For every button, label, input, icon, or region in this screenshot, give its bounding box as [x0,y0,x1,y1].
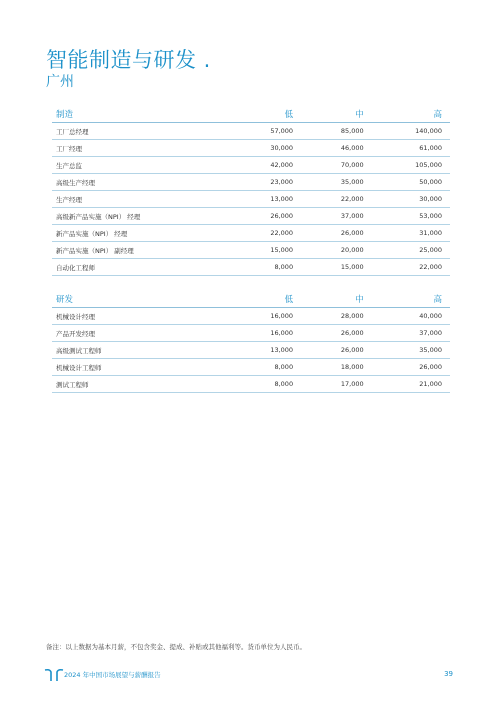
cell-mid: 18,000 [340,363,364,371]
rnd-table [52,290,450,393]
cell-role: 机械设计经理 [56,312,95,321]
table-row [52,325,450,342]
cell-low: 57,000 [270,127,294,135]
cell-high: 21,000 [419,380,442,388]
header-category: 研发 [56,294,74,305]
cell-mid: 70,000 [340,161,364,169]
cell-low: 30,000 [270,144,294,152]
table-row [52,208,450,225]
cell-high: 31,000 [419,229,442,237]
table-row [52,157,450,174]
table-row [52,242,450,259]
table-row [52,225,450,242]
cell-mid: 26,000 [340,229,364,237]
table-header [52,105,450,123]
table-row [52,123,450,140]
table-row [52,376,450,393]
cell-mid: 20,000 [340,246,364,254]
table-row [52,174,450,191]
cell-high: 26,000 [419,363,442,371]
cell-high: 30,000 [419,195,442,203]
cell-high: 25,000 [419,246,442,254]
cell-role: 工厂总经理 [56,127,89,136]
cell-mid: 46,000 [340,144,364,152]
header-low: 低 [284,294,294,305]
cell-role: 新产品实施（NPI） 副经理 [56,246,134,255]
page-title: 智能制造与研发 . [46,48,211,72]
cell-low: 15,000 [270,246,294,254]
header-low: 低 [284,109,294,120]
cell-mid: 28,000 [340,312,364,320]
cell-high: 35,000 [419,346,442,354]
cell-high: 22,000 [419,263,442,271]
table-row [52,308,450,325]
cell-low: 13,000 [270,346,294,354]
cell-mid: 35,000 [340,178,364,186]
header-high: 高 [433,294,442,305]
cell-role: 高级新产品实施（NPI） 经理 [56,212,141,221]
cell-high: 140,000 [415,127,442,135]
cell-role: 高级生产经理 [56,178,95,187]
table-row [52,342,450,359]
cell-role: 自动化工程师 [56,263,95,272]
cell-low: 42,000 [270,161,294,169]
cell-low: 8,000 [274,363,294,371]
cell-high: 40,000 [419,312,442,320]
cell-high: 53,000 [419,212,442,220]
cell-low: 8,000 [274,263,294,271]
cell-mid: 85,000 [340,127,364,135]
cell-role: 生产总监 [56,161,82,170]
cell-low: 13,000 [270,195,294,203]
cell-mid: 26,000 [340,346,364,354]
header-mid: 中 [355,109,364,120]
cell-role: 新产品实施（NPI） 经理 [56,229,128,238]
table-header [52,290,450,308]
cell-role: 高级测试工程师 [56,346,102,355]
cell-high: 61,000 [419,144,442,152]
table-row [52,359,450,376]
page-subtitle: 广州 [46,74,74,90]
header-category: 制造 [56,109,74,120]
cell-low: 8,000 [274,380,294,388]
cell-mid: 15,000 [340,263,364,271]
cell-role: 产品开发经理 [56,329,95,338]
cell-role: 生产经理 [56,195,82,204]
cell-role: 测试工程师 [56,380,89,389]
cell-role: 工厂经理 [56,144,82,153]
cell-low: 22,000 [270,229,294,237]
cell-high: 105,000 [415,161,442,169]
cell-low: 16,000 [270,329,294,337]
cell-mid: 26,000 [340,329,364,337]
cell-mid: 37,000 [340,212,364,220]
cell-role: 机械设计工程师 [56,363,102,372]
table-row [52,259,450,276]
header-high: 高 [433,109,442,120]
page-number: 39 [444,670,453,678]
table-row [52,191,450,208]
table-row [52,140,450,157]
cell-mid: 22,000 [340,195,364,203]
footnote: 备注：以上数据为基本月薪，不包含奖金、提成、补贴或其他福利等。货币单位为人民币。 [46,643,306,651]
cell-low: 16,000 [270,312,294,320]
cell-low: 26,000 [270,212,294,220]
brand-logo-icon [44,668,64,682]
cell-high: 50,000 [419,178,442,186]
cell-low: 23,000 [270,178,294,186]
footer-report-title: 2024 年中国市场展望与薪酬报告 [64,671,161,679]
manufacturing-table [52,105,450,276]
cell-mid: 17,000 [340,380,364,388]
cell-high: 37,000 [419,329,442,337]
header-mid: 中 [355,294,364,305]
